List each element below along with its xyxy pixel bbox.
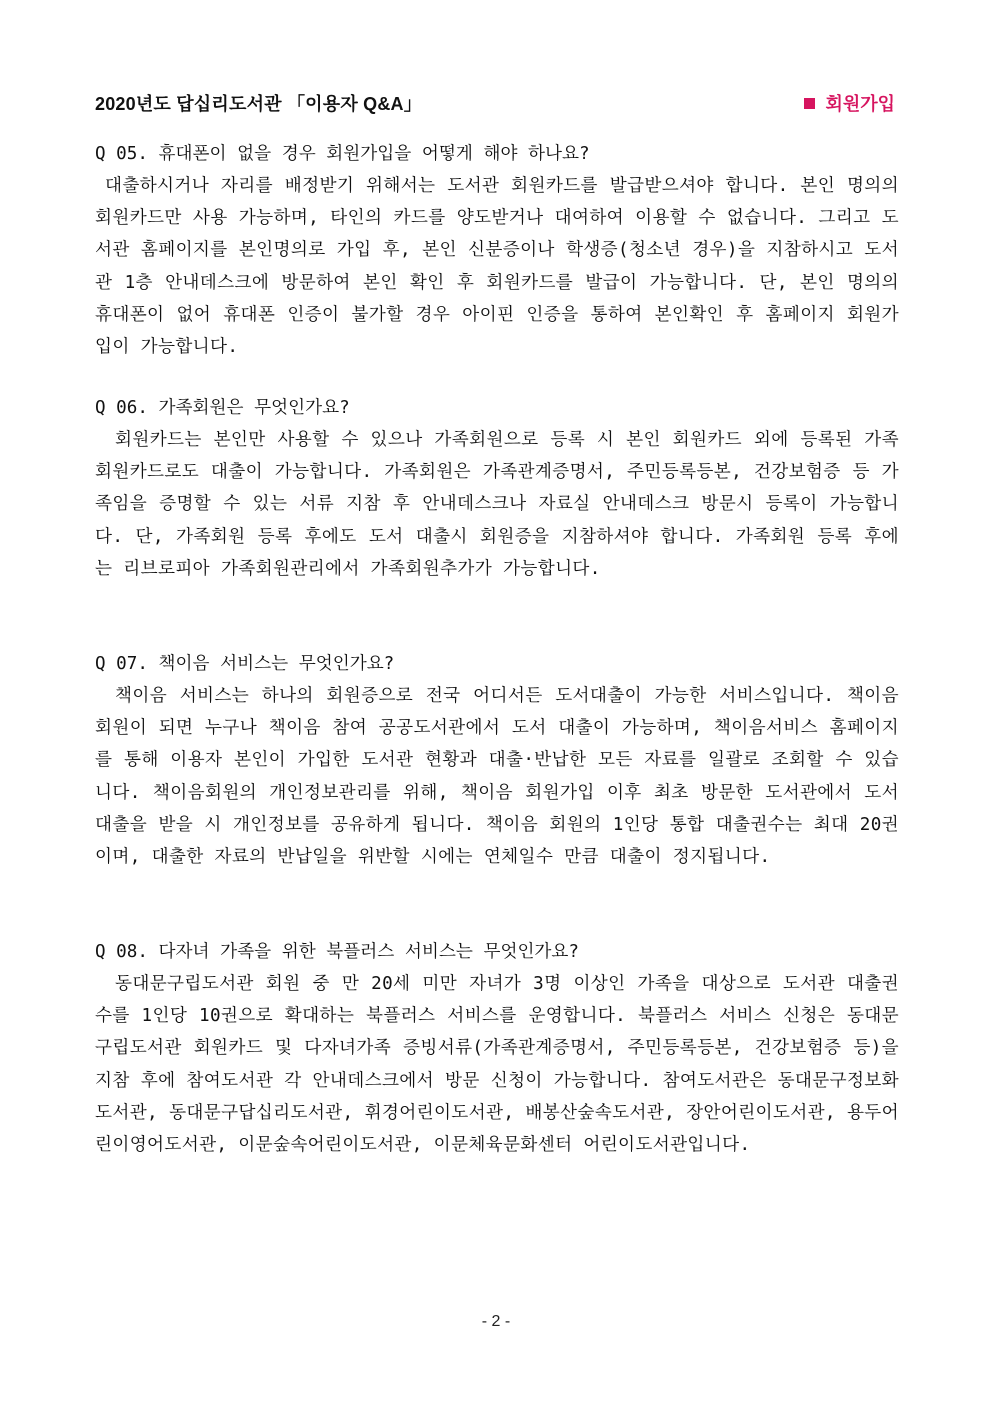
answer-08-text: 동대문구립도서관 회원 중 만 20세 미만 자녀가 3명 이상인 가족을 대상으로 도서관 대출권수를 1인당 10권으로 확대하는 북플러스 서비스를 운영합니다. 북플러스 서비스 신청은 동대문구립도서관 회원카드 및 다자녀가족 증빙서류(가족관계증명서, 주민등록등본, 건강보험증 등)을 지참 후에 참여도서관 각 안내데스크에서 방문 신청이 가능합니다. 참여도서관은 동대문구정보화도서관, 동대문구답십리도서관, 휘경어린이도서관, 배봉산숲속도서관, 장안어린이도서관, 용두어린이영어도서관, 이문숲속어린이도서관, 이문체육문화센터 어린이도서관입니다. [95,974,899,1156]
document-title: 2020년도 답십리도서관 「이용자 Q&A」 [95,94,422,114]
qa-item-07 [95,648,899,873]
qa-item-08 [95,936,899,1161]
question-06: Q 06. 가족회원은 무엇인가요? [95,398,350,418]
answer-07-text: 책이음 서비스는 하나의 회원증으로 전국 어디서든 도서대출이 가능한 서비스입니다. 책이음 회원이 되면 누구나 책이음 참여 공공도서관에서 도서 대출이 가능하며, 책이음서비스 홈페이지를 통해 이용자 본인이 가입한 도서관 현황과 대출·반납한 모든 자료를 일괄로 조회할 수 있습니다. 책이음회원의 개인정보관리를 위해, 책이음 회원가입 이후 최초 방문한 도서관에서 도서 대출을 받을 시 개인정보를 공유하게 됩니다. 책이음 회원의 1인당 통합 대출권수는 최대 20권이며, 대출한 자료의 반납일을 위반할 시에는 연체일수 만큼 대출이 정지됩니다. [95,686,899,868]
question-05: Q 05. 휴대폰이 없을 경우 회원가입을 어떻게 해야 하나요? [95,144,590,164]
answer-05-text: 대출하시거나 자리를 배정받기 위해서는 도서관 회원카드를 발급받으셔야 합니다. 본인 명의의 회원카드만 사용 가능하며, 타인의 카드를 양도받거나 대여하여 이용할 수 없습니다. 그리고 도서관 홈페이지를 본인명의로 가입 후, 본인 신분증이나 학생증(청소년 경우)을 지참하시고 도서관 1층 안내데스크에 방문하여 본인 확인 후 회원카드를 발급이 가능합니다. 단, 본인 명의의 휴대폰이 없어 휴대폰 인증이 불가할 경우 아이핀 인증을 통하여 본인확인 후 홈페이지 회원가입이 가능합니다. [95,176,899,358]
section-label-text: 회원가입 [825,94,895,114]
page-number: - 2 - [481,1313,511,1330]
square-bullet-icon [804,98,815,109]
answer-06-text: 회원카드는 본인만 사용할 수 있으나 가족회원으로 등록 시 본인 회원카드 외에 등록된 가족 회원카드로도 대출이 가능합니다. 가족회원은 가족관계증명서, 주민등록등본, 건강보험증 등 가족임을 증명할 수 있는 서류 지참 후 안내데스크나 자료실 안내데스크 방문시 등록이 가능합니다. 단, 가족회원 등록 후에도 도서 대출시 회원증을 지참하셔야 합니다. 가족회원 등록 후에는 리브로피아 가족회원관리에서 가족회원추가가 가능합니다. [95,430,899,579]
qa-item-06 [95,392,899,585]
page-header [95,90,895,120]
qa-item-05 [95,138,899,363]
answer-05 [95,170,899,363]
question-08: Q 08. 다자녀 가족을 위한 북플러스 서비스는 무엇인가요? [95,942,580,962]
question-07: Q 07. 책이음 서비스는 무엇인가요? [95,654,395,674]
answer-08 [95,968,899,1161]
section-label [804,90,895,116]
answer-06 [95,424,899,585]
answer-07 [95,680,899,873]
